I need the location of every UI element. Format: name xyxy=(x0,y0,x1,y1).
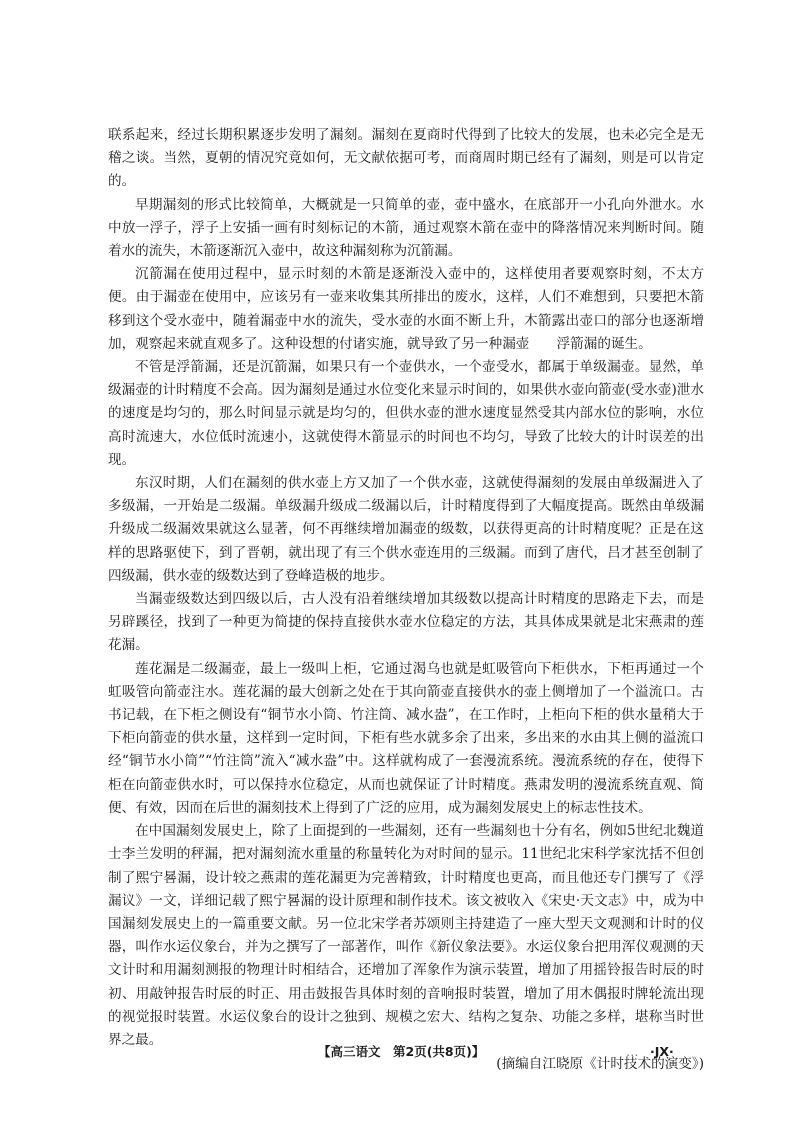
page-number-label: 【高三语文 第2页(共8页)】 xyxy=(318,1044,485,1059)
page-footer xyxy=(0,1042,800,1062)
paragraph-3: 沉箭漏在使用过程中，显示时刻的木箭是逐渐没入壶中的，这样使用者要观察时刻，不太方便。由于漏壶在使用中，应该另有一壶来收集其所排出的废水，这样，人们不难想到，只要把木箭移到这个受水壶中，随着漏壶中水的流失，受水壶的水面不断上升，木箭露出壶口的部分也逐渐增加，观察起来就直观多了。这种设想的付诸实施，就导致了另一种漏壶 浮箭漏的诞生。 xyxy=(108,266,704,352)
article-body xyxy=(108,124,704,1075)
exam-code: ·JX· xyxy=(650,1044,674,1059)
paragraph-8: 在中国漏刻发展史上，除了上面提到的一些漏刻，还有一些漏刻也十分有名，例如5世纪北魏道士李兰发明的秤漏，把对漏刻流水重量的称量转化为对时间的显示。11世纪北宋科学家沈括不但创制了熙宁晷漏，设计较之燕肃的莲花漏更为完善精致，计时精度也更高，而且他还专门撰写了《浮漏议》一文，详细记载了熙宁晷漏的设计原理和制作技术。该文被收入《宋史·天文志》中，成为中国漏刻发展史上的一篇重要文献。另一位北宋学者苏颂则主持建造了一座大型天文观测和计时的仪器，叫作水运仪象台，并为之撰写了一部著作，叫作《新仪象法要》。水运仪象台把用浑仪观测的天文计时和用漏刻测报的物理计时相结合，还增加了浑象作为演示装置，增加了用摇铃报告时辰的时初、用敲钟报告时辰的时正、用击鼓报告具体时刻的音响报时装置，增加了用木偶报时牌轮流出现的视觉报时装置。水运仪象台的设计之独到、规模之宏大、结构之复杂、功能之多样，堪称当时世界之最。 xyxy=(108,823,704,1048)
paragraph-5: 东汉时期，人们在漏刻的供水壶上方又加了一个供水壶，这就使得漏刻的发展由单级漏进入了多级漏，一开始是二级漏。单级漏升级成二级漏以后，计时精度得到了大幅度提高。既然由单级漏升级成二级漏效果就这么显著，何不再继续增加漏壶的级数，以获得更高的计时精度呢？正是在这样的思路驱使下，到了晋朝，就出现了有三个供水壶连用的三级漏。而到了唐代，吕才甚至创制了四级漏，供水壶的级数达到了登峰造极的地步。 xyxy=(108,475,704,584)
paragraph-1: 联系起来，经过长期积累逐步发明了漏刻。漏刻在夏商时代得到了比较大的发展，也未必完全是无稽之谈。当然，夏朝的情况究竟如何，无文献依据可考，而商周时期已经有了漏刻，则是可以肯定的。 xyxy=(108,127,704,190)
footer-dots: … xyxy=(626,1044,639,1059)
paragraph-6: 当漏壶级数达到四级以后，古人没有沿着继续增加其级数以提高计时精度的思路走下去，而是另辟蹊径，找到了一种更为简捷的保持直接供水壶水位稳定的方法，其具体成果就是北宋燕肃的莲花漏。 xyxy=(108,591,704,654)
paragraph-4: 不管是浮箭漏，还是沉箭漏，如果只有一个壶供水，一个壶受水，都属于单级漏壶。显然，单级漏壶的计时精度不会高。因为漏刻是通过水位变化来显示时间的，如果供水壶向箭壶(受水壶)泄水的速度是均匀的，那么时间显示就是均匀的，但供水壶的泄水速度显然受其内部水位的影响，水位高时流速大，水位低时流速小，这就使得木箭显示的时间也不均匀，导致了比较大的计时误差的出现。 xyxy=(108,359,704,468)
source-citation: (摘编自江晓原《计时技术的演变》) xyxy=(496,1056,704,1073)
paragraph-2: 早期漏刻的形式比较简单，大概就是一只简单的壶，壶中盛水，在底部开一小孔向外泄水。水中放一浮子，浮子上安插一画有时刻标记的木箭，通过观察木箭在壶中的降落情况来判断时间。随着水的流失，木箭逐渐沉入壶中，故这种漏刻称为沉箭漏。 xyxy=(108,196,704,260)
paragraph-7: 莲花漏是二级漏壶，最上一级叫上柜，它通过渴乌也就是虹吸管向下柜供水，下柜再通过一个虹吸管向箭壶注水。莲花漏的最大创新之处在于其向箭壶直接供水的壶上侧增加了一个溢流口。古书记载，在下柜之侧设有“铜节水小筒、竹注筒、减水盎”，在工作时，上柜向下柜的供水量稍大于下柜向箭壶的供水量，这样到一定时间，下柜有些水就多余了出来，多出来的水由其上侧的溢流口经“铜节水小筒”“竹注筒”流入“减水盎”中。这样就构成了一套漫流系统。漫流系统的存在，使得下柜在向箭壶供水时，可以保持水位稳定，从而也就保证了计时精度。燕肃发明的漫流系统直观、简便、有效，因而在后世的漏刻技术上得到了广泛的应用，成为漏刻发展史上的标志性技术。 xyxy=(108,660,704,816)
